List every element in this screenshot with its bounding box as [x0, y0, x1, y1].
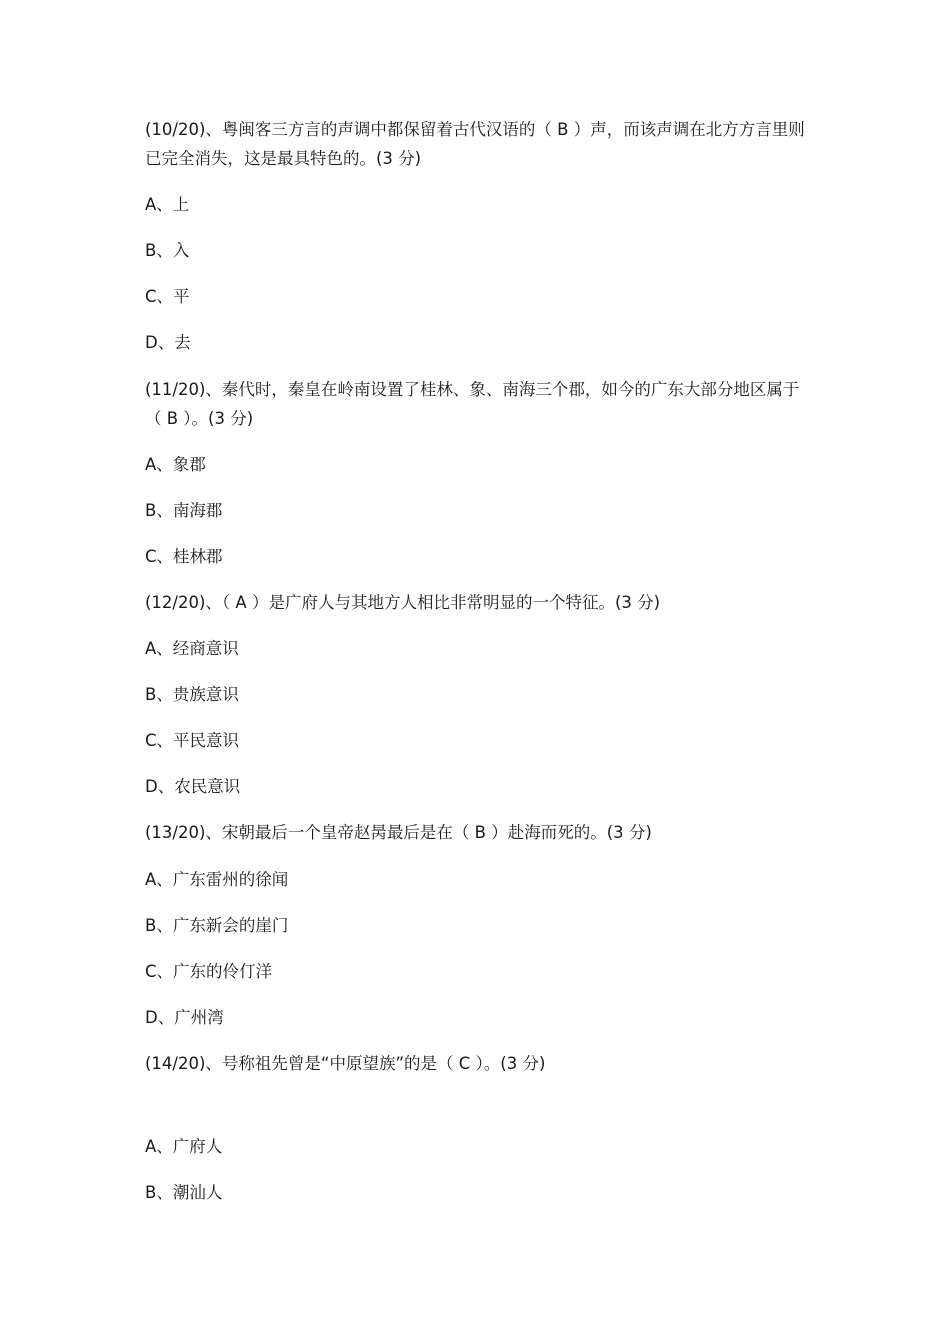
- option-14-b: B、潮汕人: [145, 1183, 223, 1202]
- option-12-c: C、平民意识: [145, 731, 240, 750]
- option-11-a: A、象郡: [145, 455, 206, 474]
- question-stem-10: (10/20)、粤闽客三方言的声调中都保留着古代汉语的（ B ）声，而该声调在北方方言里则已完全消失，这是最具特色的。(3 分): [145, 120, 805, 168]
- question-stem-12: (12/20)、（ A ）是广府人与其地方人相比非常明显的一个特征。(3 分): [145, 593, 661, 612]
- option-13-d: D、广州湾: [145, 1008, 224, 1027]
- option-13-a: A、广东雷州的徐闻: [145, 870, 289, 889]
- option-11-b: B、南海郡: [145, 501, 223, 520]
- option-11-c: C、桂林郡: [145, 547, 223, 566]
- option-10-c: C、平: [145, 287, 190, 306]
- option-10-a: A、上: [145, 195, 190, 214]
- option-13-b: B、广东新会的崖门: [145, 916, 289, 935]
- option-10-b: B、入: [145, 241, 190, 260]
- option-12-a: A、经商意识: [145, 639, 239, 658]
- option-14-a: A、广府人: [145, 1137, 223, 1156]
- option-13-c: C、广东的伶仃洋: [145, 962, 273, 981]
- question-stem-13: (13/20)、宋朝最后一个皇帝赵昺最后是在（ B ）赴海而死的。(3 分): [145, 823, 652, 842]
- question-stem-14: (14/20)、号称祖先曾是“中原望族”的是（ C ）。(3 分): [145, 1054, 546, 1073]
- question-stem-11: (11/20)、秦代时，秦皇在岭南设置了桂林、象、南海三个郡，如今的广东大部分地区属于（ B ）。(3 分): [145, 380, 800, 428]
- option-12-b: B、贵族意识: [145, 685, 239, 704]
- option-10-d: D、去: [145, 333, 191, 352]
- option-12-d: D、农民意识: [145, 777, 241, 796]
